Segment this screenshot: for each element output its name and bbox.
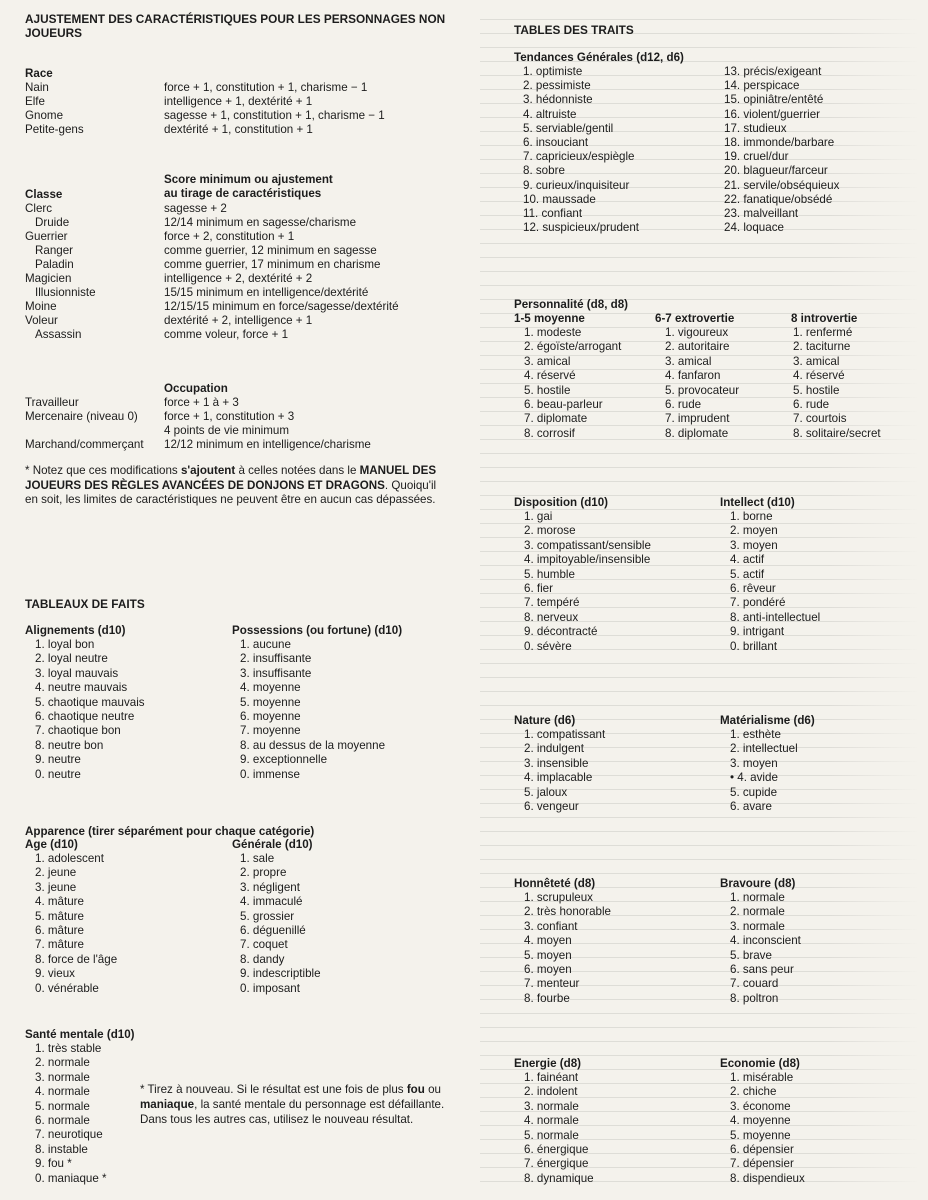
list-item: 15. opiniâtre/entêté [724,93,824,107]
list-item: 5. cupide [730,785,778,799]
list-item: 5. serviable/gentil [523,121,614,135]
list-item: 3. normale [730,919,785,933]
row-value: sagesse + 1, constitution + 1, charisme − 1 [164,109,385,122]
list-item: 3. amical [524,354,571,368]
sante-note: * Tirez à nouveau. Si le résultat est une fois de plus fou ou maniaque, la santé mentale du personnage est défaillante. Dans tous les autres cas, utilisez le nouveau résultat. [140,1083,445,1126]
list-item: 5. grossier [240,909,295,923]
list-item: 2. normale [35,1056,90,1070]
table-row [25,95,385,109]
list-item: 1. loyal bon [35,637,95,651]
list-item: 0. imposant [240,981,300,995]
list-item: 2. chiche [730,1085,777,1099]
list-item: 12. suspicieux/prudent [523,221,640,235]
row-label: Elfe [25,95,45,108]
generale-block: Générale (d10) 1. sale 2. propre 3. négligent 4. immaculé 5. grossier 6. déguenillé 7. coquet 8. dandy 9. indescriptible 0. imposant [232,838,321,995]
tendances-col1 [523,65,639,235]
list-item: 2. autoritaire [665,340,730,354]
row-value: 12/15/15 minimum en force/sagesse/dextérité [164,300,399,313]
list-item: 5. jaloux [524,785,568,799]
list-item: 9. fou * [35,1157,72,1171]
list-item: 2. jeune [35,866,77,880]
list-item: 24. loquace [724,221,784,235]
sante-block: Santé mentale (d10) 1. très stable 2. normale 3. normale 4. normale 5. normale 6. normale 7. neurotique 8. instable 9. fou * 0. maniaque * [25,1028,135,1185]
race-table [25,81,385,137]
list-item: 2. loyal neutre [35,652,108,666]
list-item: 0. immense [240,767,300,781]
list-item: 8. poltron [730,991,779,1005]
personnalite-introvertie: 8 introvertie 1. renfermé 2. taciturne 3. amical 4. réservé 5. hostile 6. rude 7. courtois 8. solitaire/secret [791,312,881,440]
list-item: 4. moyen [524,934,572,948]
row-value: intelligence + 2, dextérité + 2 [164,272,313,285]
list-item: 5. normale [524,1128,579,1142]
list-item: 7. diplomate [524,412,588,426]
list-item: 4. impitoyable/insensible [524,553,651,567]
list-item: 3. normale [35,1070,90,1084]
apparence-title: Apparence (tirer séparément pour chaque catégorie) [25,825,315,838]
list-item: 4. normale [35,1085,90,1099]
classe-table [25,202,399,342]
list-item: 6. rêveur [730,581,776,595]
list-item: 6. insouciant [523,136,589,150]
list-item: 5. provocateur [665,383,740,397]
list-item: 1. très stable [35,1041,102,1055]
list-item: 0. sévère [524,639,572,653]
list-item: 0. maniaque * [35,1171,107,1185]
list-item: 1. misérable [730,1070,794,1084]
list-item: 4. moyenne [240,681,301,695]
list-item: 1. scrupuleux [524,890,593,904]
list-item: 8. sobre [523,164,565,178]
list-item: 4. actif [730,553,765,567]
list-item: 8. nerveux [524,610,579,624]
list-item: 7. dépensier [730,1157,794,1171]
list-item: 3. loyal mauvais [35,666,119,680]
list-item: 1. gai [524,509,553,523]
list-item: 7. tempéré [524,596,580,610]
table-row [25,314,399,328]
list-item: 2. égoïste/arrogant [524,340,622,354]
classe-header: Classe [25,188,63,201]
list-item: 8. solitaire/secret [793,426,881,440]
list-item: 2. normale [730,905,785,919]
list-item: 6. beau-parleur [524,397,603,411]
list-item: 2. taciturne [793,340,851,354]
list-item: 5. normale [35,1099,90,1113]
row-value: force + 2, constitution + 1 [164,230,295,243]
list-item: 8. dandy [240,952,285,966]
row-value: comme guerrier, 12 minimum en sagesse [164,244,377,257]
list-item: 4. neutre mauvais [35,681,128,695]
row-label: Petite-gens [25,123,84,136]
ajustement-note: * Notez que ces modifications s'ajoutent à celles notées dans le MANUEL DES JOUEURS DES RÈGLES AVANCÉES DE DONJONS ET DRAGONS. Quoiqu'il en soit, les limites de caractéristiques ne peuvent être en aucun cas dépassées. [25,464,437,506]
personnalite-moyenne: 1-5 moyenne 1. modeste 2. égoïste/arrogant 3. amical 4. réservé 5. hostile 6. beau-parleur 7. diplomate 8. corrosif [514,312,622,440]
disposition-block: Disposition (d10) 1. gai 2. morose 3. compatissant/sensible 4. impitoyable/insensible 5. humble 6. fier 7. tempéré 8. nerveux 9. décontracté 0. sévère [514,496,651,653]
list-item: 4. réservé [524,369,576,383]
row-value: dextérité + 1, constitution + 1 [164,123,313,136]
row-value: 15/15 minimum en intelligence/dextérité [164,286,369,299]
list-item: 20. blagueur/farceur [724,164,828,178]
honnetete-block: Honnêteté (d8) 1. scrupuleux 2. très honorable 3. confiant 4. moyen 5. moyen 6. moyen 7. menteur 8. fourbe [514,877,612,1005]
list-item: 7. énergique [524,1157,589,1171]
age-block: Age (d10) 1. adolescent 2. jeune 3. jeune 4. mâture 5. mâture 6. mâture 7. mâture 8. force de l'âge 9. vieux 0. vénérable [25,838,118,995]
list-item: 9. vieux [35,967,75,981]
list-item: 6. normale [35,1113,90,1127]
list-item: 5. moyen [524,948,572,962]
list-item: 3. moyen [730,538,778,552]
list-item: 9. intrigant [730,625,785,639]
list-item: 6. moyen [524,962,572,976]
list-item: 3. compatissant/sensible [524,538,651,552]
row-label: Paladin [35,258,74,271]
table-row [25,123,385,137]
list-item: 7. courtois [793,412,847,426]
list-item: 6. avare [730,799,772,813]
table-row [25,300,399,314]
alignements-block: Alignements (d10) 1. loyal bon 2. loyal neutre 3. loyal mauvais 4. neutre mauvais 5. chaotique mauvais 6. chaotique neutre 7. chaotique bon 8. neutre bon 9. neutre 0. neutre [25,624,145,781]
bravoure-block: Bravoure (d8) 1. normale 2. normale 3. normale 4. inconscient 5. brave 6. sans peur 7. couard 8. poltron [720,877,801,1005]
list-item: 6. rude [793,397,830,411]
list-item: 17. studieux [724,121,787,135]
row-value: 12/14 minimum en sagesse/charisme [164,216,357,229]
list-item: 7. neurotique [35,1128,103,1142]
list-item: 6. dépensier [730,1142,794,1156]
list-item: 1. optimiste [523,65,583,78]
personnalite-title: Personnalité (d8, d8) [514,298,629,311]
table-row [25,258,399,272]
list-item: 1. modeste [524,325,582,339]
list-item: 2. indulgent [524,742,584,756]
list-item: 3. amical [793,354,840,368]
ajustement-title: AJUSTEMENT DES CARACTÉRISTIQUES POUR LES PERSONNAGES NON JOUEURS [25,12,446,41]
list-item: 5. hostile [524,383,571,397]
list-item: 0. vénérable [35,981,99,995]
list-item: 1. vigoureux [665,325,729,339]
list-item: 6. vengeur [524,799,579,813]
list-item: 2. moyen [730,524,778,538]
list-item: 2. intellectuel [730,742,798,756]
nature-block: Nature (d6) 1. compatissant 2. indulgent 3. insensible 4. implacable 5. jaloux 6. vengeur [514,714,606,813]
list-item: 2. insuffisante [240,652,312,666]
list-item: 7. menteur [524,977,580,991]
row-value: comme voleur, force + 1 [164,328,289,341]
list-item: 1. normale [730,890,785,904]
list-item: 5. mâture [35,909,84,923]
economie-block: Economie (d8) 1. misérable 2. chiche 3. économe 4. moyenne 5. moyenne 6. dépensier 7. dépensier 8. dispendieux [720,1057,805,1185]
list-item: 5. chaotique mauvais [35,695,145,709]
list-item: • 4. avide [730,771,778,785]
row-label: Druide [35,216,70,229]
row-label: Gnome [25,109,64,122]
list-item: 8. instable [35,1142,88,1156]
list-item: 3. amical [665,354,712,368]
list-item: 6. sans peur [730,962,794,976]
list-item: 8. neutre bon [35,738,104,752]
list-item: 21. servile/obséquieux [724,178,840,192]
row-label: Nain [25,81,49,94]
list-item: 6. rude [665,397,702,411]
personnalite-extrovertie: 6-7 extrovertie 1. vigoureux 2. autoritaire 3. amical 4. fanfaron 5. provocateur 6. rude 7. imprudent 8. diplomate [655,312,740,440]
list-item: 1. fainéant [524,1070,579,1084]
intellect-block: Intellect (d10) 1. borne 2. moyen 3. moyen 4. actif 5. actif 6. rêveur 7. pondéré 8. anti-intellectuel 9. intrigant 0. brillant [720,496,821,653]
list-item: 3. confiant [524,919,578,933]
row-label: Moine [25,300,57,313]
list-item: 9. décontracté [524,625,598,639]
list-item: 4. moyenne [730,1114,791,1128]
list-item: 4. inconscient [730,934,801,948]
occupation-header: Occupation [164,382,228,395]
list-item: 1. renfermé [793,325,853,339]
list-item: 8. dynamique [524,1171,594,1185]
list-item: 23. malveillant [724,207,799,221]
row-label: Guerrier [25,230,68,243]
list-item: 6. énergique [524,1142,589,1156]
table-row [25,202,399,216]
row-label: Clerc [25,202,53,215]
list-item: 7. chaotique bon [35,724,121,738]
possessions-block: Possessions (ou fortune) (d10) 1. aucune 2. insuffisante 3. insuffisante 4. moyenne 5. moyenne 6. moyenne 7. moyenne 8. au dessus de la moyenne 9. exceptionnelle 0. immense [232,624,403,781]
list-item: 5. humble [524,567,575,581]
list-item: 8. corrosif [524,426,575,440]
row-value: force + 1, constitution + 1, charisme − 1 [164,81,368,94]
list-item: 0. neutre [35,767,81,781]
list-item: 6. chaotique neutre [35,709,135,723]
traits-title: TABLES DES TRAITS [514,23,634,37]
list-item: 7. couard [730,977,779,991]
row-value: sagesse + 2 [164,202,227,215]
list-item: 2. très honorable [524,905,612,919]
occupation-table: Travailleur force + 1 à + 3 Mercenaire (niveau 0) force + 1, constitution + 3 4 points de vie minimum Marchand/commerçant 12/12 minimum en intelligence/charisme [25,396,371,451]
list-item: 9. neutre [35,753,81,767]
list-item: 4. mâture [35,895,84,909]
list-item: 10. maussade [523,192,596,206]
row-label: Voleur [25,314,58,327]
table-row [25,81,385,95]
race-header: Race [25,67,53,80]
list-item: 1. compatissant [524,727,606,741]
list-item: 13. précis/exigeant [724,65,822,78]
row-label: Magicien [25,272,72,285]
list-item: 22. fanatique/obsédé [724,192,833,206]
list-item: 19. cruel/dur [724,150,789,164]
list-item: 7. pondéré [730,596,786,610]
table-row [25,328,399,342]
list-item: 3. hédonniste [523,93,593,107]
list-item: 6. moyenne [240,709,301,723]
list-item: 8. dispendieux [730,1171,805,1185]
list-item: 7. coquet [240,938,288,952]
list-item: 18. immonde/barbare [724,136,835,150]
score-header: Score minimum ou ajustement au tirage de caractéristiques [164,173,333,200]
list-item: 3. moyen [730,756,778,770]
list-item: 4. réservé [793,369,845,383]
list-item: 5. moyenne [240,695,301,709]
list-item: 8. anti-intellectuel [730,610,821,624]
list-item: 1. borne [730,509,773,523]
row-label: Illusionniste [35,286,96,299]
table-row [25,216,399,230]
list-item: 1. sale [240,851,275,865]
tendances-title: Tendances Générales (d12, d6) [514,51,684,64]
list-item: 8. au dessus de la moyenne [240,738,386,752]
list-item: 7. moyenne [240,724,301,738]
list-item: 4. altruiste [523,107,577,121]
list-item: 9. exceptionnelle [240,753,328,767]
list-item: 5. actif [730,567,765,581]
table-row [25,244,399,258]
list-item: 14. perspicace [724,79,800,93]
table-row [25,286,399,300]
list-item: 2. propre [240,866,287,880]
list-item: 9. curieux/inquisiteur [523,178,630,192]
list-item: 5. moyenne [730,1128,791,1142]
row-label: Ranger [35,244,74,257]
faits-title: TABLEAUX DE FAITS [25,597,145,611]
list-item: 5. brave [730,948,772,962]
list-item: 16. violent/guerrier [724,107,821,121]
list-item: 6. fier [524,581,553,595]
list-item: 0. brillant [730,639,778,653]
table-row [25,109,385,123]
energie-block: Energie (d8) 1. fainéant 2. indolent 3. normale 4. normale 5. normale 6. énergique 7. énergique 8. dynamique [514,1057,594,1185]
list-item: 3. insensible [524,756,589,770]
list-item: 4. normale [524,1114,579,1128]
row-value: intelligence + 1, dextérité + 1 [164,95,313,108]
list-item: 5. hostile [793,383,840,397]
list-item: 4. implacable [524,771,593,785]
list-item: 7. imprudent [665,412,730,426]
list-item: 3. négligent [240,880,300,894]
row-value: dextérité + 2, intelligence + 1 [164,314,313,327]
table-row [25,272,399,286]
row-value: comme guerrier, 17 minimum en charisme [164,258,381,271]
list-item: 1. aucune [240,637,291,651]
list-item: 7. mâture [35,938,84,952]
list-item: 9. indescriptible [240,967,321,981]
list-item: 11. confiant [523,207,583,221]
table-row [25,230,399,244]
list-item: 8. diplomate [665,426,729,440]
list-item: 6. mâture [35,923,84,937]
list-item: 1. esthète [730,727,781,741]
list-item: 3. économe [730,1099,791,1113]
list-item: 4. immaculé [240,895,303,909]
tendances-col2 [724,65,839,235]
list-item: 8. force de l'âge [35,952,118,966]
list-item: 6. déguenillé [240,923,306,937]
list-item: 3. insuffisante [240,666,312,680]
materialisme-block: Matérialisme (d6) 1. esthète 2. intellectuel 3. moyen • 4. avide 5. cupide 6. avare [720,714,815,813]
list-item: 1. adolescent [35,851,104,865]
list-item: 2. pessimiste [523,79,591,93]
list-item: 8. fourbe [524,991,570,1005]
list-item: 7. capricieux/espiègle [523,150,635,164]
list-item: 4. fanfaron [665,369,721,383]
list-item: 2. morose [524,524,576,538]
list-item: 2. indolent [524,1085,578,1099]
list-item: 3. jeune [35,880,77,894]
list-item: 3. normale [524,1099,579,1113]
row-label: Assassin [35,328,82,341]
